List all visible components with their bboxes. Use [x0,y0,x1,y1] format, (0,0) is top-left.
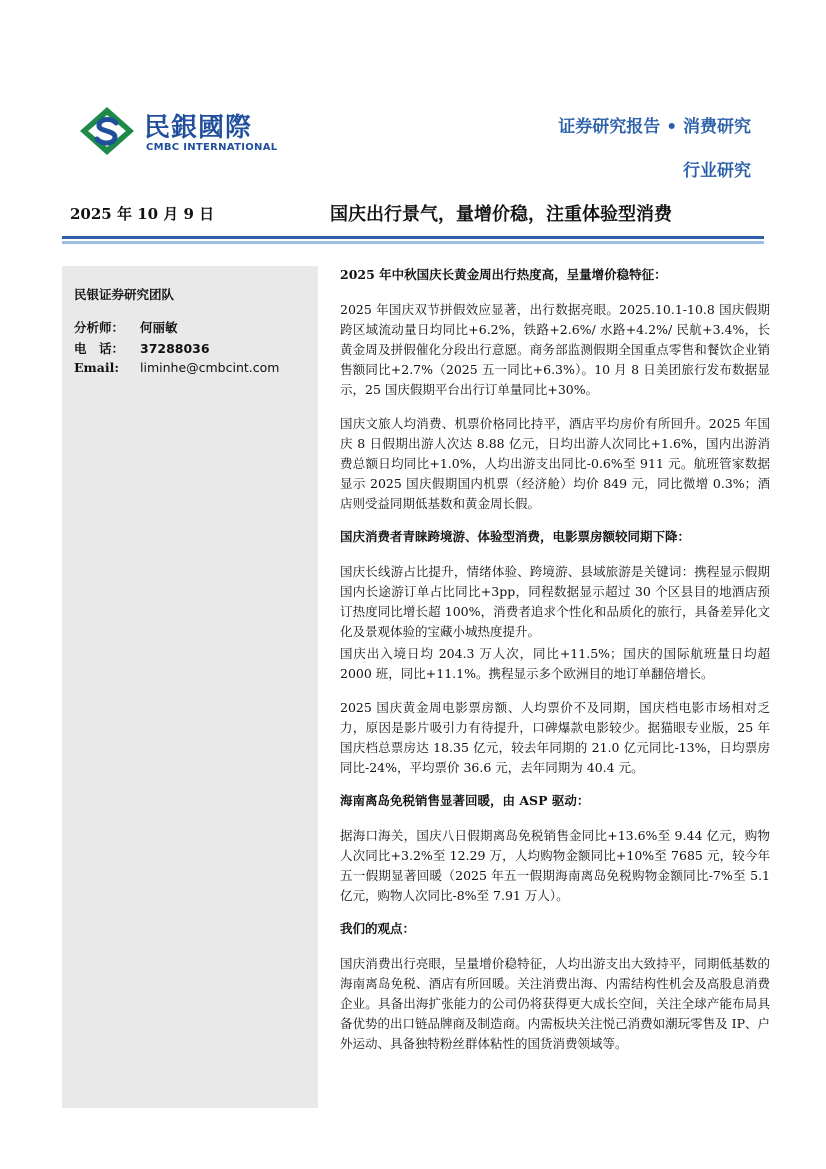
report-date: 2025 年 10 月 9 日 [70,205,215,223]
paragraph: 据海口海关，国庆八日假期离岛免税销售金同比+13.6%至 9.44 亿元，购物人次同比+3.2%至 12.29 万，人均购物金额同比+10%至 7685 元，较今年五一假期显著回暖（2025 年五一假期海南离岛免税购物金额同比-7%至 5.1 亿元，购物人次同比-8%至 7.91 万人）。 [340,828,770,903]
phone-row [74,339,210,357]
research-team: 民银证券研究团队 [74,287,175,302]
report-subtype: 行业研究 [683,161,751,181]
section-heading: 海南离岛免税销售显著回暖，由 ASP 驱动： [340,793,590,808]
logo-english-name: CMBC INTERNATIONAL [146,142,278,153]
analyst-name: 何丽敏 [140,320,178,335]
logo-chinese-name: 民銀國際 [144,113,253,143]
sidebar [62,266,318,1108]
paragraph: 国庆长线游占比提升，情绪体验、跨境游、县域旅游是关键词：携程显示假期国内长途游订单占比同比+3pp，同程数据显示超过 30 个区县目的地酒店预订热度同比增长超 100%，消费者追求个性化和品质化的旅行，具备差异化文化及景观体验的宝藏小城热度提升。 [340,564,770,639]
report-type: 证券研究报告 • 消费研究 [558,117,751,137]
section-heading: 国庆消费者青睐跨境游、体验型消费，电影票房额较同期下降： [340,529,691,544]
analyst-row [74,318,178,336]
paragraph: 2025 年国庆双节拼假效应显著，出行数据亮眼。2025.10.1-10.8 国庆假期跨区域流动量日均同比+6.2%，铁路+2.6%/ 水路+4.2%/ 民航+3.4%，长黄金周及拼假催化分段出行意愿。商务部监测假期全国重点零售和餐饮企业销售额同比+2.7%（2025 五一同比+6.3%）。10 月 8 日美团旅行发布数据显示，25 国庆假期平台出行订单量同比+30%。 [340,302,770,397]
section-heading: 我们的观点： [340,921,416,936]
phone-label: 电 话： [74,341,125,356]
analyst-label: 分析师： [74,320,125,335]
main-content [340,266,770,1068]
email-row [74,360,279,375]
cmbc-logo [78,105,288,157]
paragraph: 2025 国庆黄金周电影票房额、人均票价不及同期，国庆档电影市场相对乏力，原因是影片吸引力有待提升，口碑爆款电影较少。据猫眼专业版，25 年国庆档总票房达 18.35 亿元，较去年同期的 21.0 亿元同比-13%，日均票房同比-24%，平均票价 36.6 元，去年同期为 40.4 元。 [340,700,770,775]
email-label: Email: [74,360,119,375]
header-divider-light [62,241,764,244]
section-heading: 2025 年中秋国庆长黄金周出行热度高，呈量增价稳特征： [340,267,667,282]
paragraph: 国庆出入境日均 204.3 万人次，同比+11.5%；国庆的国际航班量日均超 2000 班，同比+11.1%。携程显示多个欧洲目的地订单翻倍增长。 [340,646,770,681]
cmbc-logo-icon [78,105,136,157]
phone-number: 37288036 [140,341,210,356]
paragraph: 国庆消费出行亮眼，呈量增价稳特征，人均出游支出大致持平，同期低基数的海南离岛免税、酒店有所回暖。关注消费出海、内需结构性机会及高股息消费企业。具备出海扩张能力的公司仍将获得更大成长空间，关注全球产能布局具备优势的出口链品牌商及制造商。内需板块关注悦己消费如潮玩零售及 IP、户外运动、具备独特粉丝群体粘性的国货消费领域等。 [340,956,770,1051]
report-title: 国庆出行景气，量增价稳，注重体验型消费 [330,204,672,225]
email-address: liminhe@cmbcint.com [140,360,280,375]
paragraph: 国庆文旅人均消费、机票价格同比持平，酒店平均房价有所回升。2025 年国庆 8 日假期出游人次达 8.88 亿元，日均出游人次同比+1.6%，国内出游消费总额日均同比+1.0%，人均出游支出同比-0.6%至 911 元。航班管家数据显示 2025 国庆假期国内机票（经济舱）均价 849 元，同比微增 0.3%；酒店则受益同期低基数和黄金周长假。 [340,416,770,511]
header-divider [62,236,764,239]
